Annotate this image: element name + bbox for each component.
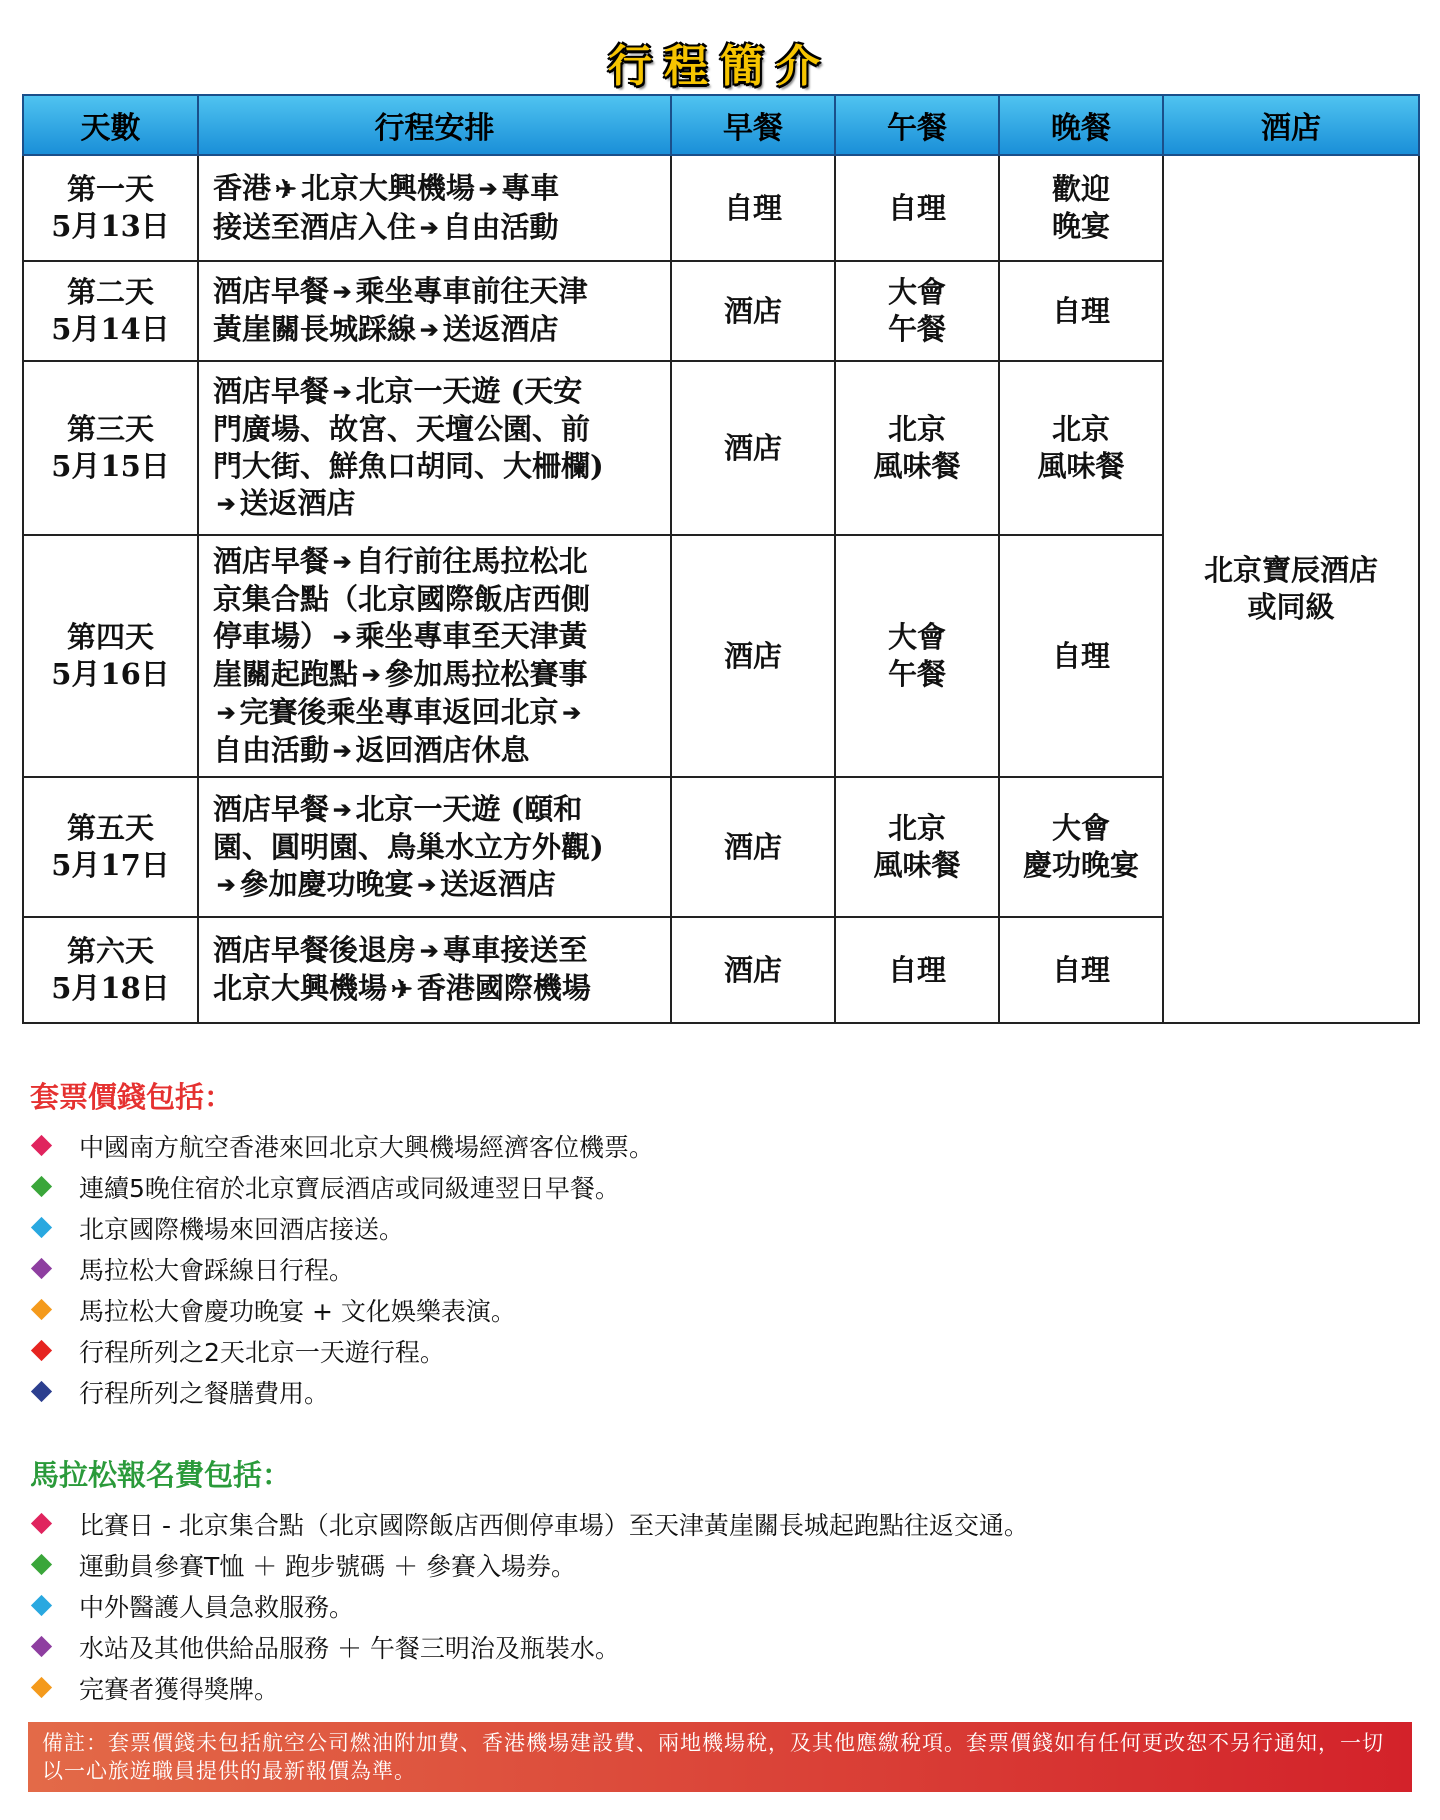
dinner-text: 歡迎 bbox=[1051, 172, 1110, 206]
diamond-bullet-icon bbox=[31, 1217, 52, 1238]
schedule-text: 門廣場、故宮、天壇公園、前 bbox=[213, 412, 591, 446]
arrow-right-icon: ➔ bbox=[420, 317, 439, 343]
arrow-right-icon: ➔ bbox=[217, 699, 236, 726]
lunch-text: 北京 bbox=[887, 811, 946, 845]
schedule-line bbox=[213, 543, 664, 581]
lunch-cell bbox=[835, 261, 999, 361]
list-item bbox=[30, 1330, 654, 1371]
day-cell bbox=[23, 261, 198, 361]
hotel-name: 或同級 bbox=[1247, 590, 1335, 624]
lunch-text: 午餐 bbox=[887, 312, 946, 346]
breakfast-cell bbox=[671, 361, 835, 535]
list-item-text: 比賽日 - 北京集合點（北京國際飯店西側停車場）至天津黃崖關長城起跑點往返交通。 bbox=[79, 1510, 1029, 1540]
arrow-right-icon: ➔ bbox=[333, 623, 352, 650]
schedule-line bbox=[213, 485, 664, 523]
breakfast-text: 酒店 bbox=[723, 430, 782, 465]
diamond-bullet-icon bbox=[31, 1258, 52, 1279]
date-label: 5月16日 bbox=[51, 657, 170, 691]
arrow-right-icon: ➔ bbox=[333, 548, 352, 575]
schedule-line bbox=[213, 273, 664, 311]
schedule-cell bbox=[198, 917, 671, 1023]
arrow-right-icon: ➔ bbox=[217, 871, 236, 898]
list-item-text: 運動員參賽T恤 ＋ 跑步號碼 ＋ 參賽入場券。 bbox=[79, 1551, 577, 1581]
header-hotel: 酒店 bbox=[1163, 95, 1419, 155]
schedule-line bbox=[213, 581, 664, 618]
itinerary-body bbox=[23, 155, 1419, 1023]
marathon-list bbox=[30, 1503, 1029, 1708]
diamond-bullet-icon bbox=[31, 1176, 52, 1197]
list-item bbox=[30, 1503, 1029, 1544]
list-item bbox=[30, 1544, 1029, 1585]
schedule-cell bbox=[198, 777, 671, 917]
schedule-line bbox=[213, 732, 664, 770]
schedule-line bbox=[213, 373, 664, 411]
airplane-icon: ✈ bbox=[275, 174, 297, 205]
lunch-cell bbox=[835, 917, 999, 1023]
day-label: 第五天 bbox=[66, 811, 154, 845]
dinner-cell bbox=[999, 361, 1163, 535]
dinner-text: 自理 bbox=[1051, 293, 1110, 328]
schedule-text: 酒店早餐 bbox=[213, 543, 330, 578]
list-item-text: 行程所列之2天北京一天遊行程。 bbox=[79, 1337, 445, 1367]
diamond-bullet-icon bbox=[31, 1135, 52, 1156]
list-item bbox=[30, 1585, 1029, 1626]
diamond-bullet-icon bbox=[31, 1299, 52, 1320]
remarks-note: 備註：套票價錢未包括航空公司燃油附加費、香港機場建設費、兩地機場稅，及其他應繳稅項。套票價錢如有任何更改恕不另行通知，一切以一心旅遊職員提供的最新報價為準。 bbox=[28, 1722, 1412, 1792]
schedule-text: 接送至酒店入住 bbox=[213, 209, 417, 244]
schedule-line bbox=[213, 791, 664, 829]
header-days: 天數 bbox=[23, 95, 198, 155]
lunch-text: 大會 bbox=[887, 275, 946, 309]
diamond-bullet-icon bbox=[31, 1636, 52, 1657]
day-cell bbox=[23, 535, 198, 777]
schedule-text: 酒店早餐 bbox=[213, 791, 330, 826]
dinner-cell bbox=[999, 261, 1163, 361]
schedule-text: 北京大興機場 bbox=[213, 970, 388, 1005]
dinner-text: 自理 bbox=[1051, 638, 1110, 673]
date-label: 5月18日 bbox=[51, 971, 170, 1005]
breakfast-cell bbox=[671, 261, 835, 361]
breakfast-text: 自理 bbox=[723, 190, 782, 225]
schedule-text: 京集合點（北京國際飯店西側 bbox=[213, 581, 591, 616]
schedule-line bbox=[213, 656, 664, 694]
schedule-cell bbox=[198, 361, 671, 535]
schedule-text: 酒店早餐後退房 bbox=[213, 932, 417, 967]
diamond-bullet-icon bbox=[31, 1595, 52, 1616]
breakfast-text: 酒店 bbox=[723, 952, 782, 987]
list-item-text: 連續5晚住宿於北京寶辰酒店或同級連翌日早餐。 bbox=[79, 1173, 620, 1203]
header-breakfast: 早餐 bbox=[671, 95, 835, 155]
schedule-line bbox=[213, 829, 664, 866]
list-item-text: 馬拉松大會慶功晚宴 + 文化娛樂表演。 bbox=[79, 1296, 516, 1326]
dinner-cell bbox=[999, 155, 1163, 261]
day-cell bbox=[23, 917, 198, 1023]
arrow-right-icon: ➔ bbox=[333, 796, 352, 823]
list-item bbox=[30, 1248, 654, 1289]
schedule-text: 香港 bbox=[213, 170, 272, 205]
lunch-text: 風味餐 bbox=[873, 449, 961, 483]
schedule-text: 酒店早餐 bbox=[213, 274, 330, 308]
lunch-text: 風味餐 bbox=[873, 848, 961, 882]
header-lunch: 午餐 bbox=[835, 95, 999, 155]
list-item bbox=[30, 1289, 654, 1330]
diamond-bullet-icon bbox=[31, 1554, 52, 1575]
package-heading: 套票價錢包括： bbox=[30, 1080, 234, 1114]
breakfast-cell bbox=[671, 155, 835, 261]
diamond-bullet-icon bbox=[31, 1513, 52, 1534]
hotel-name: 北京寶辰酒店 bbox=[1203, 553, 1378, 587]
lunch-text: 大會 bbox=[887, 620, 946, 654]
arrow-right-icon: ➔ bbox=[420, 214, 439, 241]
schedule-text: 送返酒店 bbox=[442, 312, 559, 346]
diamond-bullet-icon bbox=[31, 1340, 52, 1361]
header-schedule: 行程安排 bbox=[198, 95, 671, 155]
dinner-text: 風味餐 bbox=[1037, 449, 1125, 483]
arrow-right-icon: ➔ bbox=[417, 871, 436, 898]
date-label: 5月13日 bbox=[51, 209, 170, 243]
dinner-text: 慶功晚宴 bbox=[1022, 848, 1139, 882]
diamond-bullet-icon bbox=[31, 1381, 52, 1402]
schedule-line bbox=[213, 448, 664, 485]
lunch-cell bbox=[835, 361, 999, 535]
schedule-text: 送返酒店 bbox=[239, 486, 356, 520]
day-label: 第一天 bbox=[66, 172, 154, 206]
lunch-text: 自理 bbox=[887, 952, 946, 987]
list-item-text: 馬拉松大會踩線日行程。 bbox=[79, 1255, 355, 1285]
arrow-right-icon: ➔ bbox=[333, 279, 352, 305]
lunch-text: 午餐 bbox=[887, 657, 946, 691]
diamond-bullet-icon bbox=[31, 1677, 52, 1698]
dinner-cell bbox=[999, 917, 1163, 1023]
list-item-text: 完賽者獲得獎牌。 bbox=[79, 1674, 280, 1704]
list-item-text: 北京國際機場來回酒店接送。 bbox=[79, 1214, 405, 1244]
arrow-right-icon: ➔ bbox=[478, 175, 498, 202]
airplane-icon: ✈ bbox=[391, 974, 413, 1005]
list-item bbox=[30, 1166, 654, 1207]
schedule-text: 園、圓明園、鳥巢水立方外觀) bbox=[213, 829, 604, 864]
breakfast-cell bbox=[671, 917, 835, 1023]
schedule-text: 送返酒店 bbox=[439, 866, 556, 901]
date-label: 5月17日 bbox=[51, 848, 170, 882]
schedule-line bbox=[213, 170, 664, 209]
schedule-text: 崖關起跑點 bbox=[213, 656, 359, 691]
table-row bbox=[23, 155, 1419, 261]
list-item-text: 中外醫護人員急救服務。 bbox=[79, 1592, 355, 1622]
breakfast-text: 酒店 bbox=[723, 829, 782, 864]
schedule-text: 乘坐專車前往天津 bbox=[355, 274, 588, 308]
schedule-text: 門大街、鮮魚口胡同、大柵欄) bbox=[213, 449, 604, 483]
list-item-text: 行程所列之餐膳費用。 bbox=[79, 1378, 330, 1408]
schedule-text: 自行前往馬拉松北 bbox=[355, 543, 588, 578]
list-item bbox=[30, 1626, 1029, 1667]
lunch-text: 北京 bbox=[887, 412, 946, 446]
day-label: 第二天 bbox=[66, 275, 154, 309]
breakfast-text: 酒店 bbox=[723, 638, 782, 673]
list-item-text: 水站及其他供給品服務 ＋ 午餐三明治及瓶裝水。 bbox=[79, 1633, 620, 1663]
schedule-cell bbox=[198, 155, 671, 261]
hotel-cell bbox=[1163, 155, 1419, 1023]
dinner-cell bbox=[999, 535, 1163, 777]
schedule-line bbox=[213, 618, 664, 656]
schedule-cell bbox=[198, 535, 671, 777]
schedule-text: 參加馬拉松賽事 bbox=[384, 656, 588, 691]
lunch-cell bbox=[835, 535, 999, 777]
arrow-right-icon: ➔ bbox=[217, 491, 236, 517]
marathon-heading: 馬拉松報名費包括： bbox=[30, 1458, 292, 1492]
schedule-line bbox=[213, 311, 664, 349]
schedule-text: 酒店早餐 bbox=[213, 374, 330, 408]
list-item bbox=[30, 1125, 654, 1166]
breakfast-text: 酒店 bbox=[723, 293, 782, 328]
schedule-line bbox=[213, 932, 664, 970]
arrow-right-icon: ➔ bbox=[333, 379, 352, 405]
dinner-text: 晚宴 bbox=[1051, 209, 1110, 243]
header-dinner: 晚餐 bbox=[999, 95, 1163, 155]
breakfast-cell bbox=[671, 777, 835, 917]
day-label: 第三天 bbox=[66, 412, 154, 446]
schedule-text: 北京一天遊 (天安 bbox=[355, 374, 583, 408]
schedule-text: 北京大興機場 bbox=[300, 170, 475, 205]
table-header-row bbox=[23, 95, 1419, 155]
page-title: 行程簡介 bbox=[608, 41, 832, 92]
itinerary-table bbox=[22, 94, 1420, 1024]
dinner-text: 自理 bbox=[1051, 952, 1110, 987]
lunch-cell bbox=[835, 155, 999, 261]
arrow-right-icon: ➔ bbox=[333, 737, 352, 764]
dinner-cell bbox=[999, 777, 1163, 917]
schedule-line bbox=[213, 209, 664, 247]
schedule-text: 完賽後乘坐專車返回北京 bbox=[239, 694, 559, 729]
schedule-text: 參加慶功晚宴 bbox=[239, 866, 414, 901]
dinner-text: 北京 bbox=[1051, 412, 1110, 446]
breakfast-cell bbox=[671, 535, 835, 777]
arrow-right-icon: ➔ bbox=[362, 661, 381, 688]
day-label: 第六天 bbox=[66, 934, 154, 968]
arrow-right-icon: ➔ bbox=[562, 699, 581, 726]
schedule-text: 乘坐專車至天津黃 bbox=[355, 618, 588, 653]
list-item bbox=[30, 1667, 1029, 1708]
schedule-line bbox=[213, 866, 664, 904]
schedule-line bbox=[213, 970, 664, 1009]
schedule-text: 專車接送至 bbox=[442, 932, 588, 967]
dinner-text: 大會 bbox=[1051, 811, 1110, 845]
schedule-text: 自由活動 bbox=[442, 209, 559, 244]
list-item bbox=[30, 1207, 654, 1248]
schedule-text: 自由活動 bbox=[213, 732, 330, 767]
package-list bbox=[30, 1125, 654, 1412]
schedule-cell bbox=[198, 261, 671, 361]
schedule-text: 停車場） bbox=[213, 618, 330, 653]
schedule-text: 返回酒店休息 bbox=[355, 732, 530, 767]
schedule-line bbox=[213, 694, 664, 732]
date-label: 5月15日 bbox=[51, 449, 170, 483]
day-cell bbox=[23, 361, 198, 535]
day-cell bbox=[23, 155, 198, 261]
lunch-cell bbox=[835, 777, 999, 917]
list-item bbox=[30, 1371, 654, 1412]
schedule-text: 專車 bbox=[501, 170, 560, 205]
day-label: 第四天 bbox=[66, 620, 154, 654]
schedule-text: 北京一天遊 (頤和 bbox=[355, 791, 583, 826]
arrow-right-icon: ➔ bbox=[420, 937, 439, 964]
lunch-text: 自理 bbox=[887, 190, 946, 225]
date-label: 5月14日 bbox=[51, 312, 170, 346]
schedule-line bbox=[213, 411, 664, 448]
schedule-text: 香港國際機場 bbox=[416, 970, 591, 1005]
day-cell bbox=[23, 777, 198, 917]
schedule-text: 黃崖關長城踩線 bbox=[213, 312, 417, 346]
list-item-text: 中國南方航空香港來回北京大興機場經濟客位機票。 bbox=[79, 1132, 655, 1162]
